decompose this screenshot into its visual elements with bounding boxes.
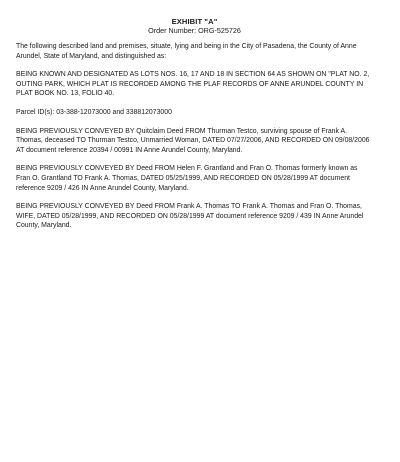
intro-paragraph: The following described land and premises, situate, lying and being in the City of Pasadena, the County of Anne Arundel, State of Maryland, and distinguished as: — [16, 43, 357, 60]
conveyance-paragraph-3: BEING PREVIOUSLY CONVEYED BY Deed FROM Frank A. Thomas TO Frank A. Thomas and Fran O. Thomas, WIFE, DATED 05/28/1999, AND RECORDED ON 05/28/1999 AT document reference 9209 / 439 IN Anne Arundel County, Maryland. — [16, 203, 364, 230]
conveyance-paragraph-1: BEING PREVIOUSLY CONVEYED BY Quitclaim Deed FROM Thurman Testco, surviving spouse of Frank A. Thomas, deceased TO Thurman Testco, Unmarried Woman, DATED 07/27/2006, AND RECORDED ON 09/08/2006 AT document reference 20394 / 00991 IN Anne Arundel County, Maryland. — [16, 127, 370, 154]
conveyance-paragraph-2: BEING PREVIOUSLY CONVEYED BY Deed FROM Helen F. Grantland and Fran O. Thomas formerly known as Fran O. Grantland TO Frank A. Thomas, DATED 05/25/1999, AND RECORDED ON 05/28/1999 AT document reference 9209 / 426 IN Anne Arundel County, Maryland. — [16, 165, 358, 192]
lot-description-paragraph: BEING KNOWN AND DESIGNATED AS LOTS NOS. 16, 17 AND 18 IN SECTION 64 AS SHOWN ON "PLAT NO. 2, OUTING PARK, WHICH PLAT IS RECORDED AMONG THE PLAF RECORDS OF ANNE ARUNDEL COUNTY IN PLAT BOOK NO. 13, FOLIO 40. — [16, 71, 370, 98]
parcel-id-paragraph: Parcel ID(s): 03-388-12073000 and 338812073000 — [16, 108, 172, 116]
order-number: Order Number: ORG-525726 — [148, 26, 241, 35]
exhibit-title: EXHIBIT "A" — [171, 17, 218, 26]
